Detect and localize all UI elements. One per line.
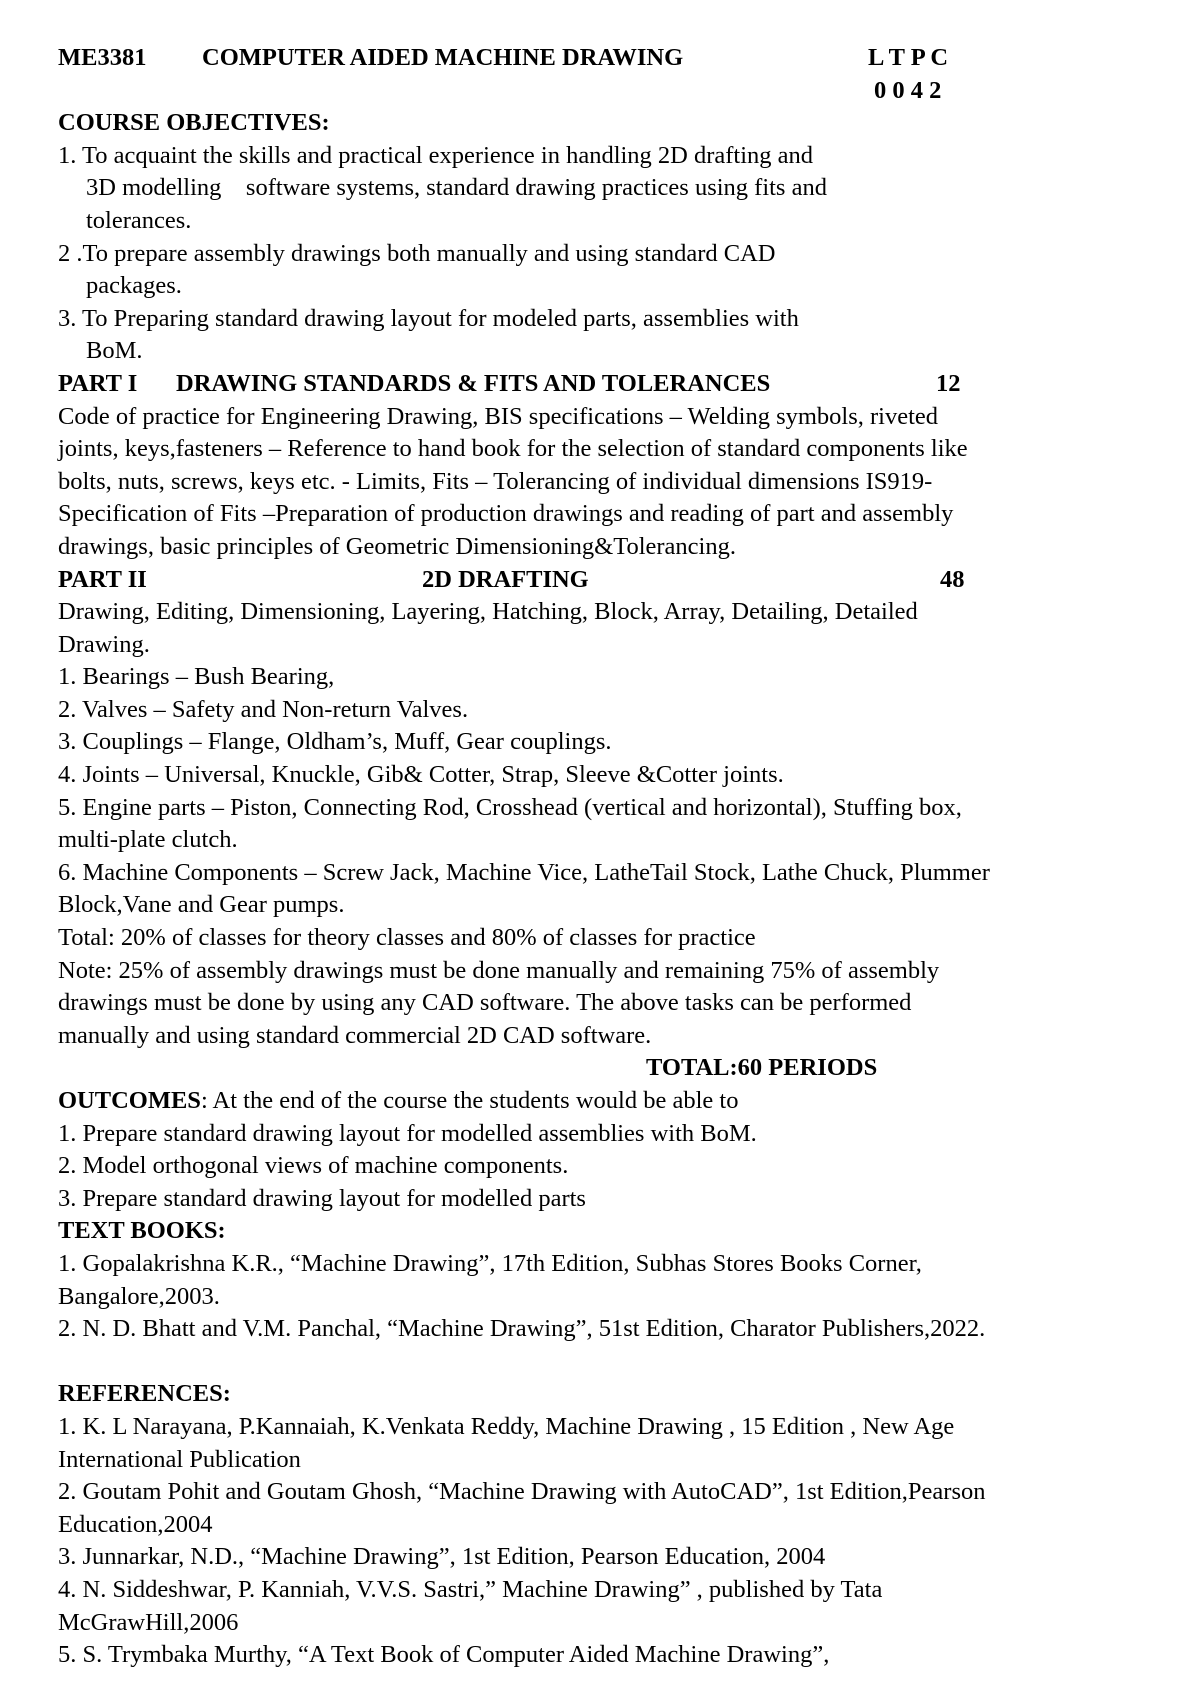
outcome-line: 3. Prepare standard drawing layout for modelled parts (58, 1184, 586, 1212)
textbook-line: 1. Gopalakrishna K.R., “Machine Drawing”, 17th Edition, Subhas Stores Books Corner, (58, 1249, 922, 1277)
course-header (58, 42, 1158, 75)
part2-line: 4. Joints – Universal, Knuckle, Gib& Cotter, Strap, Sleeve &Cotter joints. (58, 761, 784, 789)
part1-title: DRAWING STANDARDS & FITS AND TOLERANCES (176, 369, 771, 397)
part1-line: bolts, nuts, screws, keys etc. - Limits, Fits – Tolerancing of individual dimensions IS919- (58, 467, 933, 495)
reference-line: 2. Goutam Pohit and Goutam Ghosh, “Machine Drawing with AutoCAD”, 1st Edition,Pearson (58, 1478, 986, 1506)
part2-hours: 48 (940, 565, 965, 593)
part2-line: Total: 20% of classes for theory classes and 80% of classes for practice (58, 924, 756, 952)
reference-line: Education,2004 (58, 1510, 213, 1538)
ltpc-values: 0 0 4 2 (874, 76, 942, 104)
outcome-line: 2. Model orthogonal views of machine components. (58, 1152, 569, 1180)
reference-line: 4. N. Siddeshwar, P. Kanniah, V.V.S. Sastri,” Machine Drawing” , published by Tata (58, 1575, 883, 1603)
course-code: ME3381 (58, 44, 147, 71)
ltpc-label: L T P C (868, 44, 949, 71)
part2-line: 3. Couplings – Flange, Oldham’s, Muff, Gear couplings. (58, 728, 612, 756)
part2-line: 5. Engine parts – Piston, Connecting Rod, Crosshead (vertical and horizontal), Stuffing box, (58, 793, 962, 821)
objective-line: tolerances. (86, 206, 192, 234)
objective-line: 1. To acquaint the skills and practical experience in handling 2D drafting and (58, 141, 814, 169)
part1-line: Code of practice for Engineering Drawing, BIS specifications – Welding symbols, riveted (58, 402, 939, 430)
reference-line: McGrawHill,2006 (58, 1608, 239, 1636)
syllabus-page (58, 42, 1158, 1672)
part2-line: Note: 25% of assembly drawings must be done manually and remaining 75% of assembly (58, 956, 940, 984)
part1-label: PART I (58, 369, 138, 397)
objectives-heading: COURSE OBJECTIVES: (58, 109, 330, 137)
total-periods: TOTAL:60 PERIODS (646, 1054, 878, 1082)
outcomes-heading: OUTCOMES (58, 1087, 201, 1114)
part2-line: Block,Vane and Gear pumps. (58, 891, 345, 919)
outcome-line: 1. Prepare standard drawing layout for modelled assemblies with BoM. (58, 1119, 757, 1147)
objective-line: packages. (86, 272, 182, 300)
part2-line: drawings must be done by using any CAD software. The above tasks can be performed (58, 989, 912, 1017)
part1-hours: 12 (936, 369, 961, 397)
textbooks-heading: TEXT BOOKS: (58, 1217, 226, 1245)
references-heading: REFERENCES: (58, 1380, 231, 1408)
objective-line: 3. To Preparing standard drawing layout for modeled parts, assemblies with (58, 304, 799, 332)
textbook-line: Bangalore,2003. (58, 1282, 220, 1310)
part1-line: joints, keys,fasteners – Reference to hand book for the selection of standard components like (58, 435, 968, 463)
part2-line: Drawing. (58, 630, 150, 658)
textbook-line: 2. N. D. Bhatt and V.M. Panchal, “Machine Drawing”, 51st Edition, Charator Publishers,2022. (58, 1315, 986, 1343)
course-title: COMPUTER AIDED MACHINE DRAWING (202, 44, 684, 71)
objective-line: 3D modelling software systems, standard drawing practices using fits and (86, 174, 827, 202)
total-periods-row (58, 1052, 1158, 1085)
part2-line: Drawing, Editing, Dimensioning, Layering, Hatching, Block, Array, Detailing, Detailed (58, 598, 918, 626)
part2-line: 6. Machine Components – Screw Jack, Machine Vice, LatheTail Stock, Lathe Chuck, Plummer (58, 858, 990, 886)
part1-heading (58, 368, 1158, 401)
objective-line: 2 .To prepare assembly drawings both manually and using standard CAD (58, 239, 776, 267)
outcomes-intro: : At the end of the course the students would be able to (200, 1087, 739, 1114)
part2-heading (58, 564, 1158, 597)
reference-line: 5. S. Trymbaka Murthy, “A Text Book of Computer Aided Machine Drawing”, (58, 1641, 830, 1669)
ltpc-row (58, 75, 1158, 108)
spacer (58, 1346, 1158, 1379)
reference-line: International Publication (58, 1445, 301, 1473)
part2-line: manually and using standard commercial 2D CAD software. (58, 1021, 652, 1049)
objective-line: BoM. (86, 337, 143, 365)
reference-line: 3. Junnarkar, N.D., “Machine Drawing”, 1st Edition, Pearson Education, 2004 (58, 1543, 826, 1571)
part1-line: Specification of Fits –Preparation of production drawings and reading of part and assembly (58, 500, 954, 528)
part2-line: 1. Bearings – Bush Bearing, (58, 663, 335, 691)
part2-title: 2D DRAFTING (422, 565, 589, 593)
part2-label: PART II (58, 565, 147, 593)
reference-line: 1. K. L Narayana, P.Kannaiah, K.Venkata Reddy, Machine Drawing , 15 Edition , New Age (58, 1412, 955, 1440)
outcomes-heading-row (58, 1085, 1158, 1118)
part2-line: multi-plate clutch. (58, 826, 238, 854)
part2-line: 2. Valves – Safety and Non-return Valves. (58, 695, 469, 723)
part1-line: drawings, basic principles of Geometric Dimensioning&Tolerancing. (58, 532, 736, 560)
